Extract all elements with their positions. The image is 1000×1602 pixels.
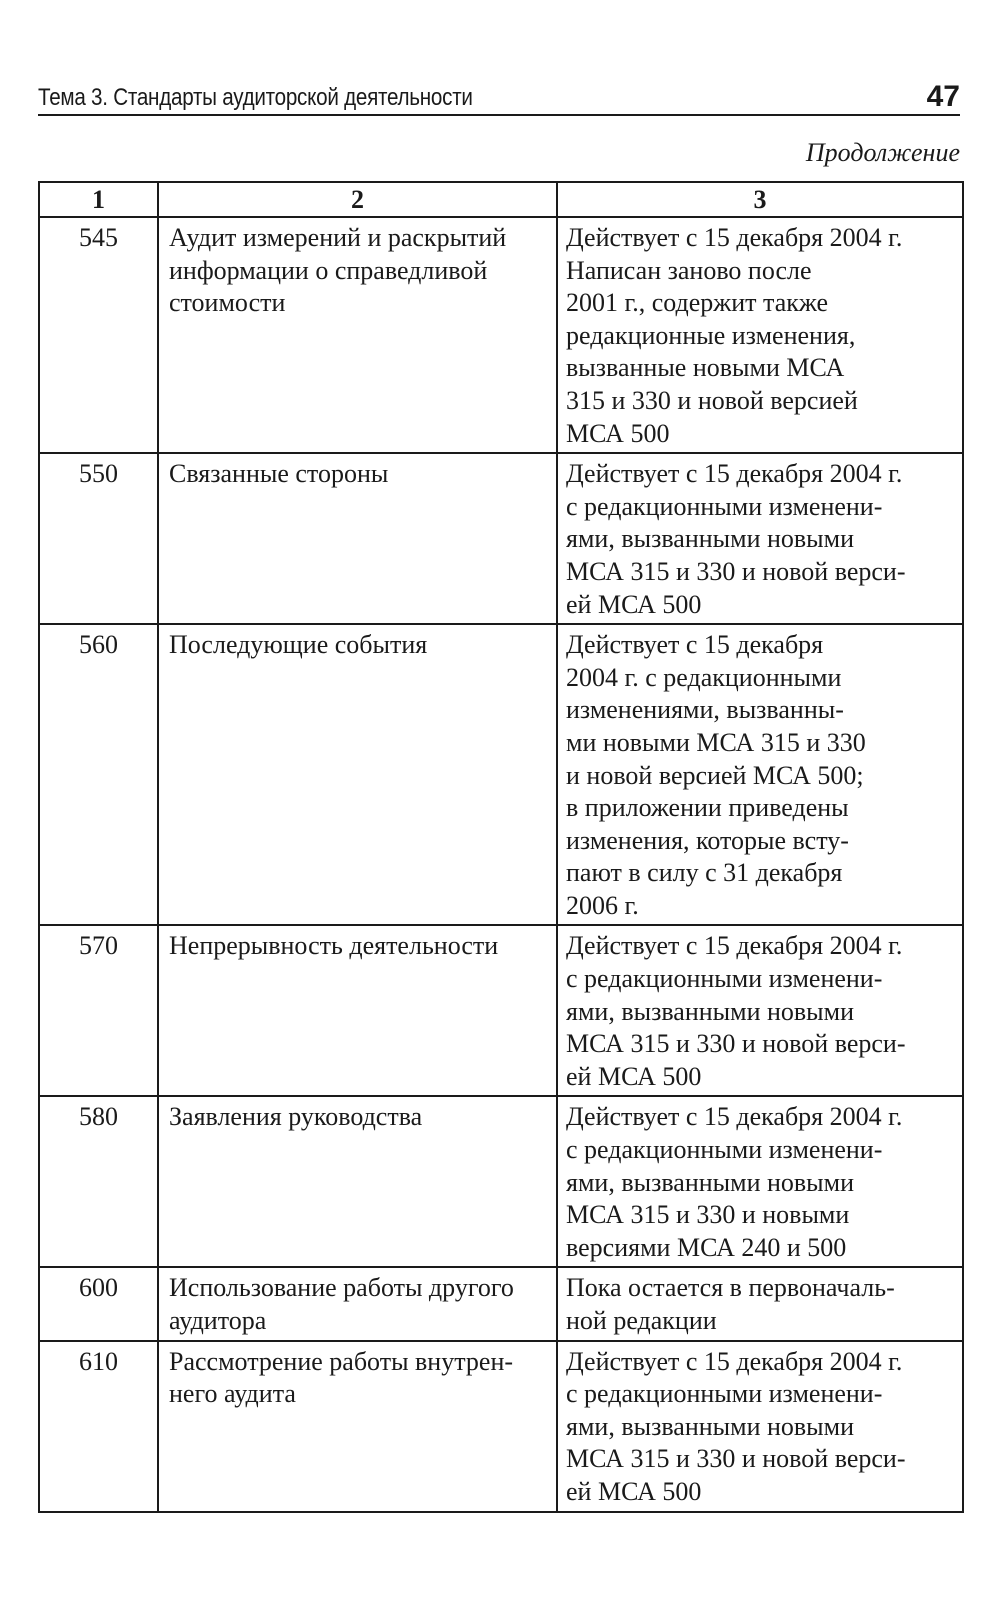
standard-name: Связанные стороны [169, 459, 389, 489]
page-number: 47 [926, 80, 960, 113]
standard-name: Последующие события [169, 630, 428, 660]
standard-status: Действует с 15 декабря 2004 г. Написан заново после 2001 г., содержит также редакционные изменения, вызванные новыми МСА 315 и 330 и новой версией МСА 500 [566, 223, 903, 448]
table-row [39, 1096, 963, 1267]
table-row [39, 925, 963, 1096]
table-row [39, 1267, 963, 1340]
standard-name: Аудит измерений и раскрытий информации о справедливой стоимости [169, 223, 507, 318]
standard-name: Заявления руководства [169, 1102, 423, 1132]
standards-table [38, 181, 964, 1513]
continuation-label: Продолжение [805, 138, 960, 167]
standard-number: 560 [39, 624, 158, 925]
column-header: 1 [39, 182, 158, 217]
standard-name: Непрерывность деятельности [169, 931, 499, 961]
standard-number: 545 [39, 217, 158, 453]
standard-status: Действует с 15 декабря 2004 г. с редакционными изменени- ями, вызванными новыми МСА 315 и 330 и новой верси- ей МСА 500 [566, 459, 906, 619]
table-row [39, 453, 963, 624]
standard-status: Действует с 15 декабря 2004 г. с редакционными изменени- ями, вызванными новыми МСА 315 и 330 и новой верси- ей МСА 500 [566, 1346, 906, 1506]
standard-name: Рассмотрение работы внутрен- него аудита [169, 1346, 514, 1409]
standard-number: 570 [39, 925, 158, 1096]
table-row [39, 624, 963, 925]
standard-status: Действует с 15 декабря 2004 г. с редакционными изменени- ями, вызванными новыми МСА 315 и 330 и новыми версиями МСА 240 и 500 [566, 1102, 903, 1262]
table-header-row [39, 182, 963, 217]
standard-status: Пока остается в первоначаль- ной редакции [566, 1273, 895, 1335]
standard-number: 610 [39, 1341, 158, 1512]
standard-number: 550 [39, 453, 158, 624]
page-header [38, 80, 960, 116]
standard-status: Действует с 15 декабря 2004 г. с редакционными изменени- ями, вызванными новыми МСА 315 и 330 и новой верси- ей МСА 500 [566, 931, 906, 1091]
column-header: 3 [557, 182, 963, 217]
chapter-title: Тема 3. Стандарты аудиторской деятельности [38, 84, 473, 111]
standard-number: 600 [39, 1267, 158, 1340]
standard-number: 580 [39, 1096, 158, 1267]
standard-name: Использование работы другого аудитора [169, 1273, 514, 1335]
column-header: 2 [158, 182, 557, 217]
table-row [39, 217, 963, 453]
standard-status: Действует с 15 декабря 2004 г. с редакционными изменениями, вызванны- ми новыми МСА 315 и 330 и новой версией МСА 500; в приложении приведены изменения, которые всту- пают в силу с 31 декабря 2006 г. [566, 630, 866, 920]
table-row [39, 1341, 963, 1512]
